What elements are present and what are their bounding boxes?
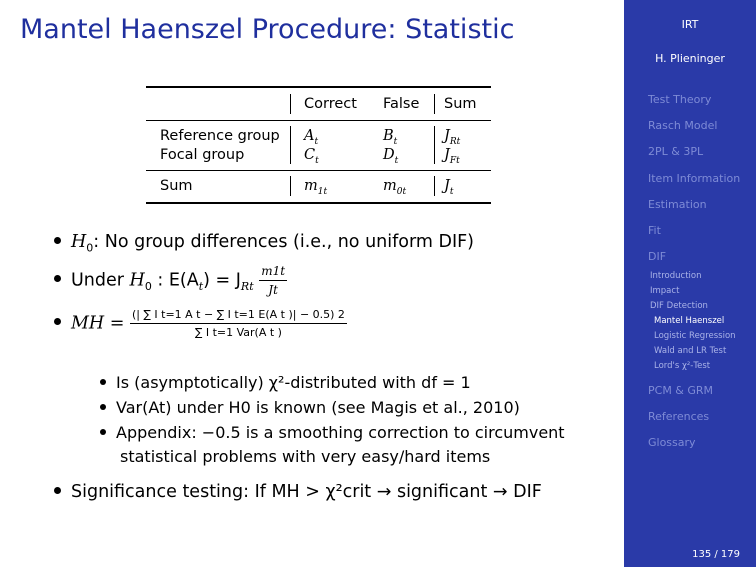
sidebar-item-item-information[interactable]: Item Information	[648, 172, 741, 185]
bullet-icon	[54, 237, 61, 244]
table-divider	[434, 94, 435, 114]
sub-bullet-appendix-cont: statistical problems with very easy/hard items	[120, 447, 491, 466]
sub-bullet-chi-square: Is (asymptotically) χ²-distributed with df = 1	[100, 373, 471, 392]
bullet-icon	[54, 487, 61, 494]
bullet-hypothesis: $H_0$: No group differences (i.e., no uniform DIF)	[54, 232, 474, 255]
cell-Jt: $J_t$	[444, 178, 454, 197]
bullet-icon	[100, 404, 106, 410]
slide-title: Mantel Haenszel Procedure: Statistic	[20, 14, 515, 45]
bullet-icon	[54, 318, 61, 325]
cell-Bt: $B_t$	[383, 128, 398, 147]
sidebar-sub-lords-chi[interactable]: Lord's χ²-Test	[654, 361, 711, 371]
expectation-fraction: $\frac{m1t}{Jt}$	[261, 264, 286, 297]
cell-Dt: $D_t$	[383, 147, 399, 166]
sidebar-item-glossary[interactable]: Glossary	[648, 436, 696, 449]
table-divider	[290, 94, 291, 114]
sidebar-item-estimation[interactable]: Estimation	[648, 198, 707, 211]
sidebar-item-2pl-3pl[interactable]: 2PL & 3PL	[648, 145, 704, 158]
mh-fraction: $\frac{\text{(| ∑ I t=1 A t − ∑ I t=1 E(A t )| − 0.5) 2}}{\text{∑ I t=1 Var(A t )}}$	[131, 308, 345, 339]
sidebar-item-dif[interactable]: DIF	[648, 250, 667, 263]
bullet-icon	[54, 275, 61, 282]
sidebar-item-rasch-model[interactable]: Rasch Model	[648, 119, 718, 132]
cell-m0t: $m_{0t}$	[383, 178, 407, 197]
bullet-mh-formula: MH = $\frac{\text{(| ∑ I t=1 A t − ∑ I t=1 E(A t )| − 0.5) 2}}{\text{∑ I t=1 Var(A t )}}$	[54, 308, 347, 339]
bullet-significance: Significance testing: If MH > χ²crit → significant → DIF	[54, 482, 542, 502]
sidebar-sub-wald-lr[interactable]: Wald and LR Test	[654, 346, 727, 356]
sidebar-item-test-theory[interactable]: Test Theory	[648, 93, 712, 106]
row-sum-label: Sum	[160, 178, 193, 194]
sidebar-sub-impact[interactable]: Impact	[650, 286, 680, 296]
bullet-icon	[100, 379, 106, 385]
table-divider	[434, 126, 435, 164]
sidebar-author: H. Plieninger	[655, 52, 725, 65]
cell-Ct: $C_t$	[304, 147, 319, 166]
header-correct: Correct	[304, 96, 357, 112]
table-bottom-rule	[146, 202, 491, 204]
sidebar-title: IRT	[681, 18, 699, 31]
table-divider	[290, 126, 291, 164]
sidebar-item-fit[interactable]: Fit	[648, 224, 661, 237]
sidebar-item-references[interactable]: References	[648, 410, 710, 423]
navigation-sidebar	[624, 0, 756, 567]
cell-JRt: $J_{Rt}$	[444, 128, 461, 147]
bullet-icon	[100, 429, 106, 435]
row-reference-label: Reference group	[160, 128, 280, 144]
bullet-expectation: Under $H_0$ : $E(A_t) = J_{Rt}$ $\frac{m1t}{Jt}$	[54, 264, 287, 297]
sidebar-sub-mantel-haenszel[interactable]: Mantel Haenszel	[654, 316, 725, 326]
table-divider	[290, 176, 291, 196]
table-header-rule	[146, 120, 491, 121]
sub-bullet-variance: Var(At) under H0 is known (see Magis et al., 2010)	[100, 398, 520, 417]
header-false: False	[383, 96, 420, 112]
header-sum: Sum	[444, 96, 477, 112]
cell-At: $A_t$	[304, 128, 319, 147]
row-focal-label: Focal group	[160, 147, 245, 163]
sidebar-sub-introduction[interactable]: Introduction	[650, 271, 702, 281]
sidebar-item-pcm-grm[interactable]: PCM & GRM	[648, 384, 714, 397]
table-top-rule	[146, 86, 491, 88]
table-divider	[434, 176, 435, 196]
cell-JFt: $J_{Ft}$	[444, 147, 460, 166]
page-number: 135 / 179	[692, 549, 740, 560]
sidebar-sub-dif-detection[interactable]: DIF Detection	[650, 301, 708, 311]
table-sum-rule	[146, 170, 491, 171]
sub-bullet-appendix: Appendix: −0.5 is a smoothing correction to circumvent	[100, 423, 565, 442]
cell-m1t: $m_{1t}$	[304, 178, 328, 197]
sidebar-sub-logistic-regression[interactable]: Logistic Regression	[654, 331, 736, 341]
